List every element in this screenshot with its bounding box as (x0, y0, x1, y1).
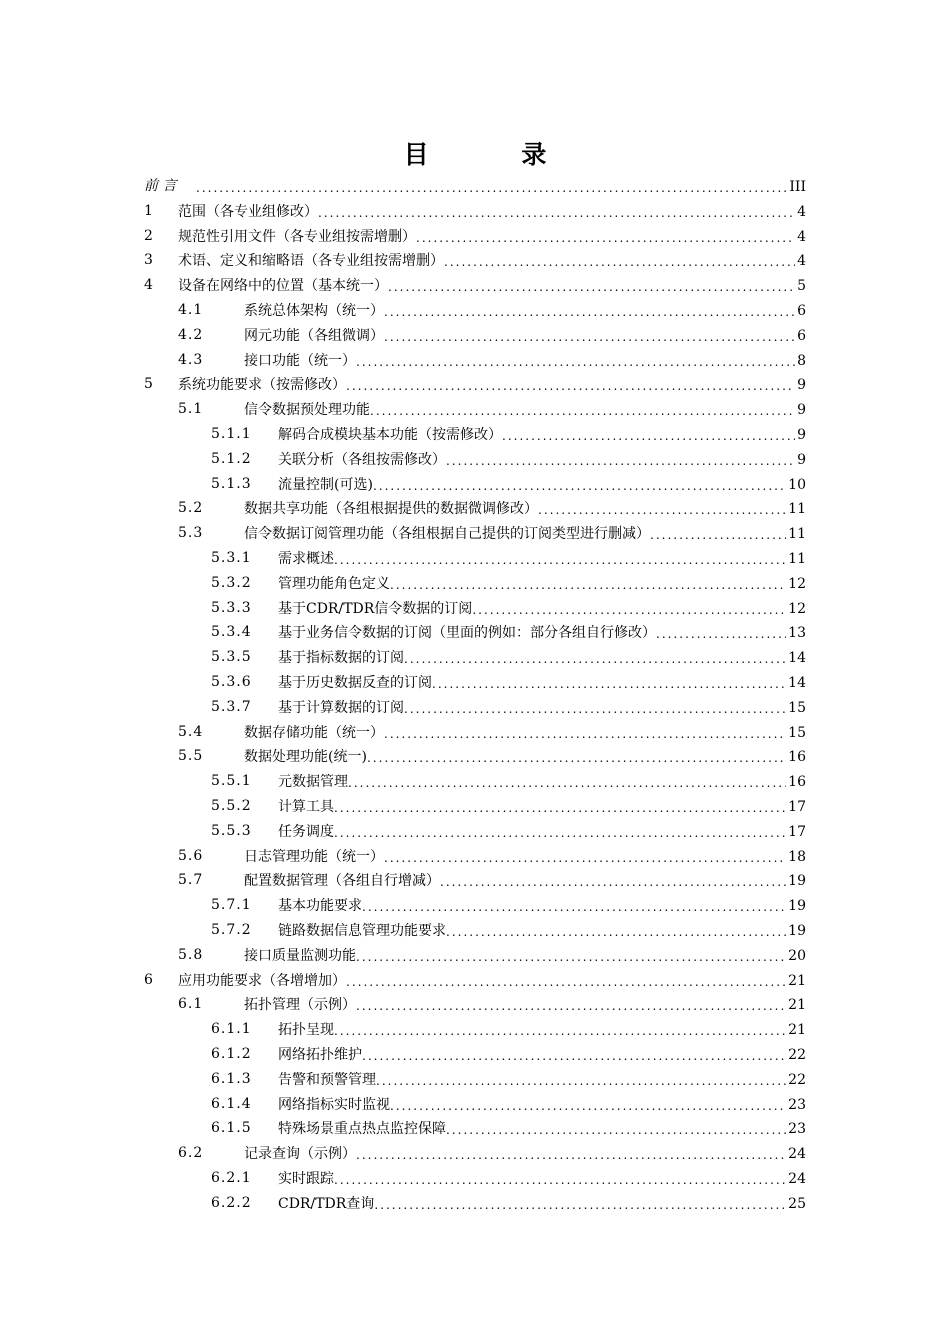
toc-entry-title: 信令数据预处理功能 (244, 402, 370, 419)
toc-entry-number: 5.3.7 (211, 698, 252, 715)
toc-entry-page-number: 12 (788, 575, 806, 592)
toc-entry-title: 网络拓扑维护 (278, 1047, 362, 1063)
toc-dot-leader (376, 1072, 786, 1090)
toc-dot-leader (334, 799, 786, 817)
toc-entry-number: 5.7 (178, 872, 204, 889)
toc-entry-title: 计算工具 (278, 799, 334, 815)
toc-dot-leader (538, 501, 786, 519)
toc-entry[interactable] (211, 671, 806, 693)
toc-entry-number: 6.1.4 (211, 1095, 252, 1112)
toc-entry[interactable] (144, 225, 806, 247)
toc-entry-title: 基于CDR/TDR信令数据的订阅 (278, 600, 473, 617)
toc-entry-number: 5.1 (178, 401, 204, 418)
toc-entry-number: 5.3.4 (211, 624, 252, 641)
toc-entry-page-number: 23 (788, 1121, 806, 1138)
toc-entry[interactable] (211, 547, 806, 569)
toc-dot-leader (356, 1146, 786, 1164)
toc-entry-number: 5.1.1 (211, 426, 252, 442)
toc-entry-page-number: 11 (788, 526, 806, 543)
toc-entry[interactable] (178, 522, 806, 544)
toc-dot-leader (390, 1097, 786, 1115)
toc-entry-number: 5 (144, 376, 154, 393)
toc-entry-page-number: 17 (788, 823, 806, 840)
toc-dot-leader (196, 179, 787, 197)
toc-dot-leader (384, 725, 786, 743)
toc-entry[interactable] (178, 299, 806, 321)
toc-entry-page-number: 9 (797, 402, 806, 419)
toc-entry-page-number: 9 (797, 377, 806, 394)
toc-entry-number: 3 (144, 252, 154, 269)
toc-entry[interactable] (211, 597, 806, 619)
toc-entry-page-number: 21 (788, 997, 806, 1014)
toc-dot-leader (446, 1121, 786, 1139)
toc-dot-leader (362, 898, 786, 916)
toc-entry[interactable] (144, 249, 806, 271)
toc-entry[interactable] (211, 423, 806, 445)
toc-entry-page-number: 4 (797, 253, 806, 270)
toc-dot-leader (318, 204, 795, 222)
toc-entry[interactable] (211, 448, 806, 470)
toc-entry-page-number: 8 (797, 352, 806, 369)
toc-dot-leader (446, 452, 795, 470)
toc-entry-number: 5.7.1 (211, 897, 252, 914)
toc-entry-title: 特殊场景重点热点监控保障 (278, 1121, 446, 1138)
toc-dot-leader (388, 278, 795, 296)
toc-entry-number: 4.3 (178, 351, 204, 368)
toc-entry-title: 拓扑呈现 (278, 1022, 334, 1039)
toc-entry-number: 4.1 (178, 302, 204, 318)
toc-entry-number: 4 (144, 277, 154, 294)
toc-entry-number: 前 言 (144, 178, 177, 194)
toc-dot-leader (334, 1022, 786, 1040)
toc-dot-leader (334, 1171, 786, 1189)
toc-entry-page-number: 19 (788, 898, 806, 915)
toc-entry-title: 告警和预警管理 (278, 1071, 376, 1088)
toc-entry-title: 应用功能要求（各增增加） (178, 972, 346, 989)
toc-entry[interactable] (211, 646, 806, 668)
toc-entry-title: 配置数据管理（各组自行增减） (244, 873, 440, 890)
toc-entry-number: 5.5.3 (211, 822, 252, 839)
toc-entry-page-number: 9 (797, 451, 806, 468)
toc-entry-page-number: 22 (788, 1047, 806, 1063)
toc-dot-leader (404, 700, 786, 718)
toc-dot-leader (390, 576, 786, 594)
toc-entry-page-number: 11 (788, 501, 806, 518)
toc-entry-page-number: 10 (788, 476, 806, 493)
toc-entry[interactable] (144, 200, 806, 222)
toc-entry-page-number: 13 (788, 625, 806, 642)
toc-entry-number: 6.1.1 (211, 1021, 252, 1038)
toc-entry-number: 5.2 (178, 500, 204, 517)
toc-entry-number: 1 (144, 202, 154, 219)
toc-dot-leader (404, 650, 786, 668)
toc-entry[interactable] (178, 845, 806, 867)
toc-dot-leader (384, 303, 795, 321)
toc-entry-title: 解码合成模块基本功能（按需修改） (278, 427, 502, 443)
toc-entry-number: 6.1.2 (211, 1046, 252, 1062)
toc-entry-number: 5.3.5 (211, 649, 252, 666)
toc-entry-number: 6.2.1 (211, 1170, 252, 1186)
toc-entry-title: 数据存储功能（统一） (244, 724, 384, 741)
toc-entry[interactable] (178, 993, 806, 1015)
toc-entry[interactable] (211, 1117, 806, 1139)
toc-entry[interactable] (211, 795, 806, 817)
toc-entry-number: 5.3 (178, 525, 204, 542)
toc-entry-title: 记录查询（示例） (244, 1146, 356, 1163)
toc-entry-page-number: 25 (788, 1195, 806, 1212)
toc-entry[interactable] (178, 745, 806, 767)
toc-entry-page-number: 20 (788, 947, 806, 964)
toc-entry-title: 数据共享功能（各组根据提供的数据微调修改） (244, 501, 538, 518)
toc-entry-title: 管理功能角色定义 (278, 575, 390, 592)
toc-dot-leader (472, 601, 786, 619)
toc-entry-page-number: 9 (797, 427, 806, 443)
toc-dot-leader (444, 253, 795, 271)
toc-entry-number: 5.3.6 (211, 674, 252, 690)
toc-dot-leader (656, 625, 786, 643)
toc-dot-leader (356, 353, 795, 371)
toc-entry[interactable] (178, 869, 806, 891)
toc-entry-page-number: 19 (788, 873, 806, 890)
toc-entry-title: 基于计算数据的订阅 (278, 699, 404, 716)
toc-dot-leader (374, 1196, 786, 1214)
toc-entry[interactable] (211, 1043, 806, 1065)
toc-entry[interactable] (144, 969, 806, 991)
toc-entry-number: 5.5.2 (211, 798, 252, 814)
toc-entry[interactable] (178, 497, 806, 519)
toc-entry-number: 6.1.5 (211, 1120, 252, 1137)
toc-entry-page-number: 4 (797, 203, 806, 220)
toc-entry-title: 需求概述 (278, 551, 334, 567)
toc-entry-title: 系统功能要求（按需修改） (178, 377, 346, 394)
toc-dot-leader (446, 923, 786, 941)
toc-dot-leader (346, 377, 795, 395)
toc-entry-title: 网络指标实时监视 (278, 1096, 390, 1113)
toc-entry-page-number: III (789, 179, 806, 195)
toc-dot-leader (348, 774, 786, 792)
toc-entry[interactable] (211, 1093, 806, 1115)
toc-entry-number: 6.2 (178, 1145, 204, 1162)
toc-entry-page-number: 21 (788, 972, 806, 989)
toc-entry[interactable] (211, 1068, 806, 1090)
toc-entry-title: 实时跟踪 (278, 1171, 334, 1187)
toc-dot-leader (502, 427, 795, 445)
toc-entry-title: 术语、定义和缩略语（各专业组按需增删） (178, 253, 444, 270)
toc-dot-leader (356, 948, 786, 966)
toc-entry-page-number: 4 (797, 228, 806, 245)
toc-entry-title: 元数据管理 (278, 774, 348, 791)
toc-entry[interactable] (211, 919, 806, 941)
toc-entry-title: 接口功能（统一） (244, 352, 356, 369)
toc-entry-number: 5.1.2 (211, 450, 252, 467)
toc-entry[interactable] (178, 721, 806, 743)
toc-entry[interactable] (144, 373, 806, 395)
toc-entry[interactable] (211, 473, 806, 495)
toc-entry-page-number: 12 (788, 600, 806, 617)
toc-dot-leader (334, 551, 786, 569)
toc-entry[interactable] (211, 894, 806, 916)
toc-entry-number: 5.3.3 (211, 599, 252, 616)
toc-entry-page-number: 24 (788, 1171, 806, 1187)
toc-entry-page-number: 5 (797, 278, 806, 295)
toc-entry[interactable] (178, 1142, 806, 1164)
toc-entry-title: 基于历史数据反查的订阅 (278, 675, 432, 691)
toc-entry[interactable] (211, 696, 806, 718)
toc-entry[interactable] (178, 349, 806, 371)
toc-entry-title: 设备在网络中的位置（基本统一） (178, 278, 388, 295)
toc-entry-page-number: 15 (788, 724, 806, 741)
toc-entry-title: 网元功能（各组微调） (244, 327, 384, 344)
toc-entry-title: 拓扑管理（示例） (244, 997, 356, 1014)
toc-entry-number: 6.1.3 (211, 1070, 252, 1087)
toc-dot-leader (334, 824, 786, 842)
toc-entry[interactable] (144, 274, 806, 296)
toc-dot-leader (373, 477, 786, 495)
toc-entry-title: 关联分析（各组按需修改） (278, 451, 446, 468)
toc-entry-number: 5.3.2 (211, 574, 252, 591)
toc-entry[interactable] (211, 621, 806, 643)
toc-entry-page-number: 15 (788, 699, 806, 716)
toc-entry-number: 6 (144, 971, 154, 988)
toc-dot-leader (346, 973, 786, 991)
toc-entry[interactable] (144, 175, 806, 197)
toc-entry-page-number: 14 (788, 675, 806, 691)
page-title: 目 录 (403, 140, 589, 169)
toc-entry-title: 基于业务信令数据的订阅（里面的例如：部分各组自行修改） (278, 625, 656, 642)
toc-entry[interactable] (211, 572, 806, 594)
toc-entry-number: 6.1 (178, 996, 204, 1013)
toc-dot-leader (440, 873, 786, 891)
toc-entry-number: 5.3.1 (211, 550, 252, 566)
toc-entry[interactable] (211, 1018, 806, 1040)
toc-entry-title: 信令数据订阅管理功能（各组根据自己提供的订阅类型进行删减） (244, 526, 650, 543)
toc-entry-title: 数据处理功能(统一) (244, 749, 367, 766)
toc-entry-page-number: 6 (797, 303, 806, 319)
toc-entry[interactable] (211, 1167, 806, 1189)
toc-entry-title: 规范性引用文件（各专业组按需增删） (178, 228, 416, 245)
toc-dot-leader (384, 328, 795, 346)
toc-entry-title: 链路数据信息管理功能要求 (278, 923, 446, 939)
toc-entry-title: 接口质量监测功能 (244, 947, 356, 964)
toc-entry-title: 任务调度 (278, 823, 334, 840)
toc-entry[interactable] (211, 770, 806, 792)
toc-entry-page-number: 19 (788, 923, 806, 939)
toc-dot-leader (356, 997, 786, 1015)
toc-dot-leader (384, 849, 786, 867)
toc-entry-number: 5.6 (178, 847, 204, 864)
toc-dot-leader (416, 229, 795, 247)
toc-entry-number: 5.7.2 (211, 922, 252, 938)
toc-entry-number: 5.4 (178, 723, 204, 740)
toc-dot-leader (367, 749, 786, 767)
toc-entry-title: 基本功能要求 (278, 898, 362, 915)
toc-entry-page-number: 17 (788, 799, 806, 815)
toc-dot-leader (432, 675, 786, 693)
toc-entry-page-number: 11 (788, 551, 806, 567)
toc-entry-number: 5.1.3 (211, 475, 252, 492)
toc-entry-number: 5.5 (178, 748, 204, 765)
toc-entry-title: 系统总体架构（统一） (244, 303, 384, 319)
toc-entry-number: 4.2 (178, 326, 204, 343)
toc-entry-number: 2 (144, 227, 154, 244)
toc-entry-page-number: 14 (788, 650, 806, 667)
toc-entry-number: 6.2.2 (211, 1194, 252, 1211)
toc-entry[interactable] (211, 1192, 806, 1214)
toc-entry[interactable] (178, 398, 806, 420)
toc-entry-page-number: 21 (788, 1022, 806, 1039)
toc-entry-title: 范围（各专业组修改） (178, 203, 318, 220)
toc-entry-page-number: 16 (788, 774, 806, 791)
toc-dot-leader (370, 402, 795, 420)
toc-entry-page-number: 23 (788, 1096, 806, 1113)
toc-entry-page-number: 18 (788, 848, 806, 865)
toc-entry-title: 流量控制(可选) (278, 476, 373, 493)
toc-entry-page-number: 6 (797, 327, 806, 344)
toc-dot-leader (362, 1047, 786, 1065)
toc-dot-leader (650, 526, 786, 544)
toc-entry[interactable] (178, 944, 806, 966)
toc-entry-page-number: 16 (788, 749, 806, 766)
toc-entry[interactable] (178, 324, 806, 346)
toc-entry-title: CDR/TDR查询 (278, 1195, 375, 1212)
toc-entry-title: 基于指标数据的订阅 (278, 650, 404, 667)
toc-entry-page-number: 22 (788, 1071, 806, 1088)
toc-entry-number: 5.5.1 (211, 773, 252, 790)
toc-entry-title: 日志管理功能（统一） (244, 848, 384, 865)
toc-entry-page-number: 24 (788, 1146, 806, 1163)
toc-entry-number: 5.8 (178, 946, 204, 963)
toc-entry[interactable] (211, 820, 806, 842)
